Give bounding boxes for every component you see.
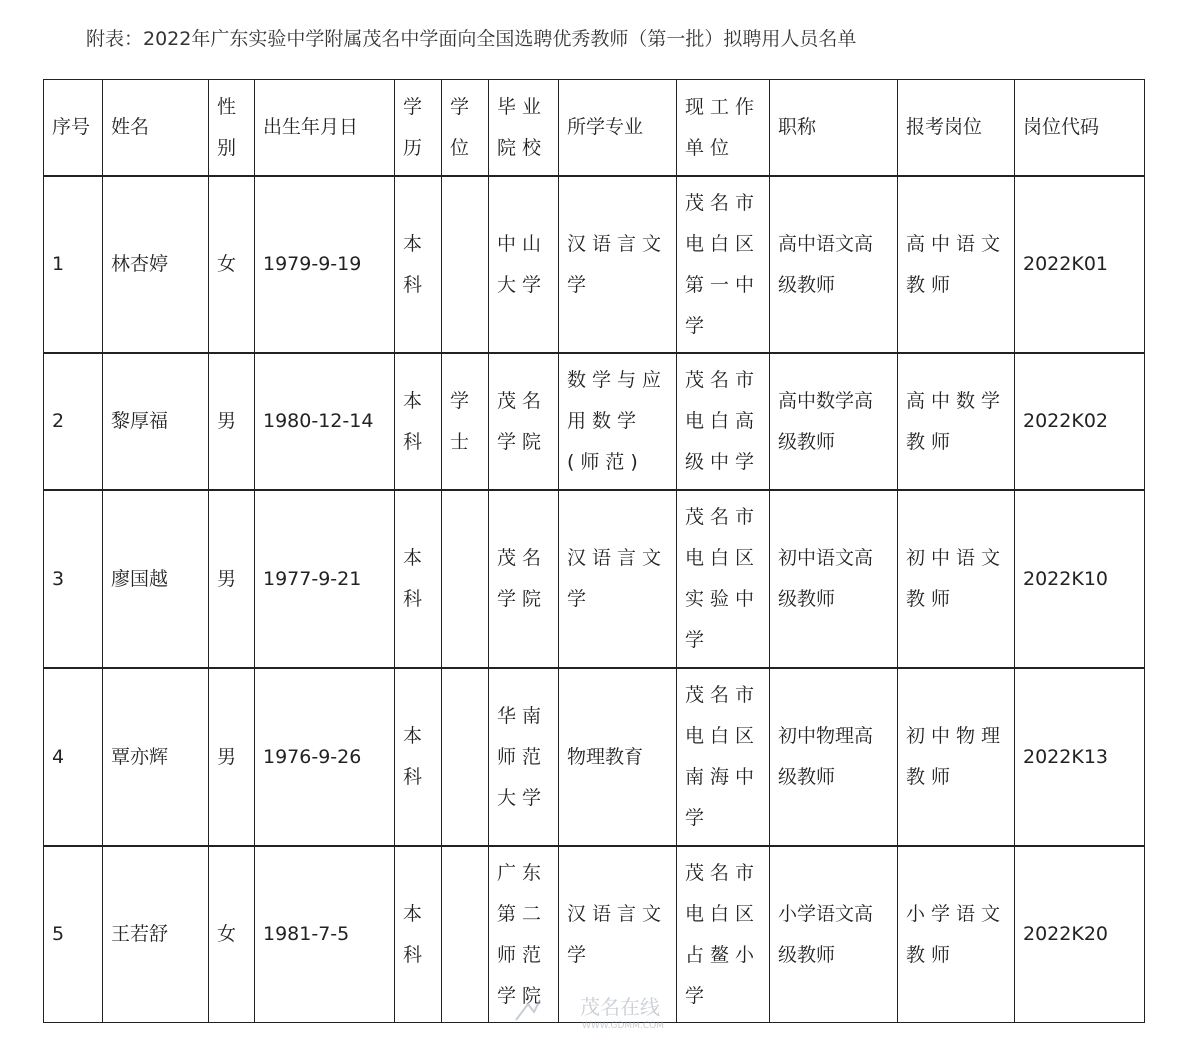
header-cell-title: 职称 (770, 80, 898, 177)
table-row (44, 668, 1145, 846)
cell-index: 2 (44, 353, 103, 490)
header-cell-index: 序号 (44, 80, 103, 177)
cell-degree (442, 846, 489, 1023)
cell-position-code: 2022K02 (1015, 353, 1145, 490)
cell-school: 茂名学院 (489, 490, 559, 668)
cell-gender: 男 (209, 353, 255, 490)
cell-title: 初中物理高级教师 (770, 668, 898, 846)
header-cell-education: 学历 (395, 80, 442, 177)
cell-education: 本科 (395, 668, 442, 846)
cell-position: 初中语文教师 (898, 490, 1015, 668)
cell-workplace: 茂名市电白区实验中学 (677, 490, 770, 668)
cell-gender: 女 (209, 846, 255, 1023)
cell-birthdate: 1981-7-5 (255, 846, 395, 1023)
cell-workplace: 茂名市电白高级中学 (677, 353, 770, 490)
cell-position-code: 2022K10 (1015, 490, 1145, 668)
cell-gender: 男 (209, 490, 255, 668)
header-cell-major: 所学专业 (559, 80, 677, 177)
cell-education: 本科 (395, 353, 442, 490)
cell-workplace: 茂名市电白区南海中学 (677, 668, 770, 846)
header-cell-position-code: 岗位代码 (1015, 80, 1145, 177)
cell-position-code: 2022K20 (1015, 846, 1145, 1023)
cell-major: 汉语言文学 (559, 490, 677, 668)
cell-gender: 女 (209, 176, 255, 353)
watermark-url: WWW.GDMM.COM (582, 1021, 664, 1031)
cell-degree (442, 490, 489, 668)
cell-position: 初中物理教师 (898, 668, 1015, 846)
cell-name: 黎厚福 (103, 353, 209, 490)
header-cell-workplace: 现工作单位 (677, 80, 770, 177)
cell-education: 本科 (395, 846, 442, 1023)
cell-degree (442, 176, 489, 353)
cell-education: 本科 (395, 176, 442, 353)
cell-major: 物理教育 (559, 668, 677, 846)
header-cell-school: 毕业院校 (489, 80, 559, 177)
cell-degree (442, 668, 489, 846)
cell-position: 小学语文教师 (898, 846, 1015, 1023)
cell-position: 高中语文教师 (898, 176, 1015, 353)
document-title: 附表：2022年广东实验中学附属茂名中学面向全国选聘优秀教师（第一批）拟聘用人员名单 (86, 28, 857, 50)
cell-title: 初中语文高级教师 (770, 490, 898, 668)
cell-name: 覃亦辉 (103, 668, 209, 846)
cell-school: 广东第二师范学院 (489, 846, 559, 1023)
cell-gender: 男 (209, 668, 255, 846)
cell-name: 林杏婷 (103, 176, 209, 353)
header-cell-position: 报考岗位 (898, 80, 1015, 177)
cell-birthdate: 1979-9-19 (255, 176, 395, 353)
cell-index: 4 (44, 668, 103, 846)
cell-school: 中山大学 (489, 176, 559, 353)
header-cell-name: 姓名 (103, 80, 209, 177)
cell-index: 3 (44, 490, 103, 668)
cell-major: 汉语言文学 (559, 846, 677, 1023)
cell-name: 廖国越 (103, 490, 209, 668)
cell-birthdate: 1977-9-21 (255, 490, 395, 668)
site-watermark-logo (510, 990, 710, 1032)
cell-index: 1 (44, 176, 103, 353)
cell-school: 茂名学院 (489, 353, 559, 490)
cell-position-code: 2022K01 (1015, 176, 1145, 353)
cell-title: 高中语文高级教师 (770, 176, 898, 353)
cell-birthdate: 1976-9-26 (255, 668, 395, 846)
table-row (44, 353, 1145, 490)
cell-birthdate: 1980-12-14 (255, 353, 395, 490)
cell-position: 高中数学教师 (898, 353, 1015, 490)
candidate-table (43, 79, 1145, 1023)
cell-title: 小学语文高级教师 (770, 846, 898, 1023)
table-row (44, 176, 1145, 353)
header-cell-birthdate: 出生年月日 (255, 80, 395, 177)
watermark-brand: 茂名在线 (580, 995, 660, 1019)
cell-school: 华南师范大学 (489, 668, 559, 846)
cell-index: 5 (44, 846, 103, 1023)
header-cell-degree: 学位 (442, 80, 489, 177)
cell-title: 高中数学高级教师 (770, 353, 898, 490)
cell-workplace: 茂名市电白区占鳌小学 (677, 846, 770, 1023)
cell-position-code: 2022K13 (1015, 668, 1145, 846)
table-header-row (44, 80, 1145, 177)
cell-major: 数学与应用数学(师范) (559, 353, 677, 490)
logo-mark-icon (516, 1000, 540, 1020)
cell-name: 王若舒 (103, 846, 209, 1023)
cell-major: 汉语言文学 (559, 176, 677, 353)
cell-education: 本科 (395, 490, 442, 668)
cell-degree: 学士 (442, 353, 489, 490)
header-cell-gender: 性别 (209, 80, 255, 177)
table-row (44, 490, 1145, 668)
cell-workplace: 茂名市电白区第一中学 (677, 176, 770, 353)
